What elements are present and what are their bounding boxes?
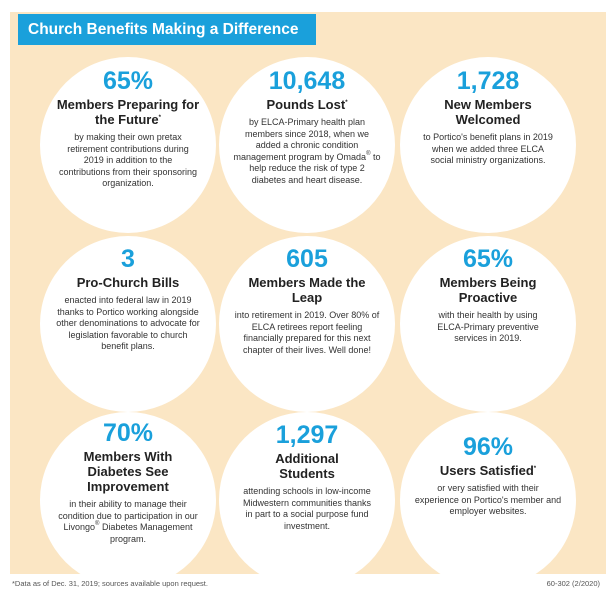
stat-heading: Users Satisfied* (439, 463, 537, 478)
stat-value: 1,297 (275, 421, 339, 449)
stat-value: 65% (102, 67, 154, 95)
stat-heading: Pounds Lost* (266, 97, 348, 112)
stat-card-pounds-lost (219, 57, 395, 233)
stat-value: 65% (462, 245, 514, 273)
stat-card-pro-church-bills (40, 236, 216, 412)
stat-heading: Pro-Church Bills (76, 275, 180, 290)
stat-description: into retirement in 2019. Over 80% of ELCA retirees report feeling financially prepared for this next chapter of their lives. Well done! (234, 310, 380, 355)
stat-description: with their health by using ELCA-Primary preventive services in 2019. (437, 310, 539, 343)
page-title: Church Benefits Making a Difference (18, 14, 316, 45)
stat-card-members-preparing (40, 57, 216, 233)
stat-card-members-made-leap (219, 236, 395, 412)
stat-card-users-satisfied (400, 412, 576, 588)
stat-value: 1,728 (456, 67, 520, 95)
stat-description: attending schools in low-income Midwestern communities thanks in part to a social purpose fund investment. (242, 486, 372, 531)
stat-value: 10,648 (268, 67, 346, 95)
stat-description: by ELCA-Primary health plan members since 2018, when we added a chronic condition management program by Omada® to help reduce the risk of type 2 diabetes and heart disease. (233, 117, 381, 185)
stat-card-members-proactive (400, 236, 576, 412)
footnote: *Data as of Dec. 31, 2019; sources available upon request. (12, 579, 208, 588)
stat-heading: Additional Students (275, 451, 339, 481)
stat-heading: New Members Welcomed (444, 97, 532, 127)
stat-heading: Members Made the Leap (248, 275, 366, 305)
stat-heading: Members With Diabetes See Improvement (83, 449, 173, 494)
stat-value: 96% (462, 433, 514, 461)
stat-description: by making their own pretax retirement contributions during 2019 in addition to the contributions from their sponsoring organization. (58, 132, 198, 188)
stat-heading: Members Preparing for the Future* (56, 97, 200, 127)
stat-description: enacted into federal law in 2019 thanks to Portico working alongside other denominations to advocate for legislation favorable to church benefit plans. (56, 295, 200, 351)
stat-description: in their ability to manage their condition due to participation in our Livongo® Diabetes Management program. (58, 499, 198, 544)
stat-heading: Members Being Proactive (439, 275, 537, 305)
stat-value: 70% (102, 419, 154, 447)
stat-description: to Portico's benefit plans in 2019 when we added three ELCA social ministry organizations. (423, 132, 553, 165)
stat-value: 605 (286, 245, 328, 273)
stat-card-new-members (400, 57, 576, 233)
stat-card-diabetes-improvement (40, 412, 216, 588)
stat-value: 3 (121, 245, 135, 273)
document-code: 60-302 (2/2020) (546, 579, 600, 588)
stat-card-additional-students (219, 412, 395, 588)
stat-description: or very satisfied with their experience on Portico's member and employer websites. (414, 483, 562, 516)
